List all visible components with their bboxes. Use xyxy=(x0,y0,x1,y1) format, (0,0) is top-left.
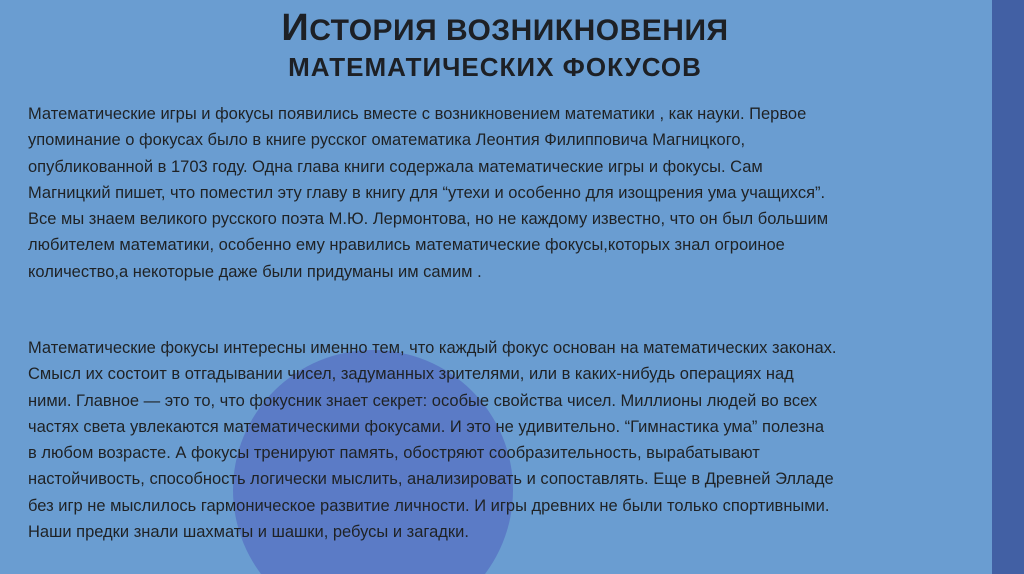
title-line-2: МАТЕМАТИЧЕСКИХ ФОКУСОВ xyxy=(288,51,702,82)
decorative-side-bar xyxy=(992,0,1024,574)
title-line-1 xyxy=(0,6,990,52)
paragraph-math-tricks: Математические фокусы интересны именно тем, что каждый фокус основан на математических законах. Смысл их состоит в отгадывании чисел, задуманных зрителями, или в каких-нибудь операциях над ними. Главное — это то, что фокусник знает секрет: особые свойства чисел. Миллионы людей во всех частях света увлекаются математическими фокусами. И это не удивительно. “Гимнастика ума” полезна в любом возрасте. А фокусы тренируют память, обостряют сообразительность, вырабатывают настойчивость, способность логически мыслить, анализировать и сопоставлять. Еще в Древней Элладе без игр не мыслилось гармоническое развитие личности. И игры древних не были только спортивными. Наши предки знали шахматы и шашки, ребусы и загадки. xyxy=(28,339,837,542)
paragraph-history: Математические игры и фокусы появились вместе с возникновением математики , как науки. Первое упоминание о фокусах было в книге русског оматематика Леонтия Филипповича Магницкого, опубликованной в 1703 году. Одна глава книги содержала математические игры и фокусы. Сам Магницкий пишет, что поместил эту главу в книгу для “утехи и особенно для изощрения ума учащихся”. Все мы знаем великого русского поэта М.Ю. Лермонтова, но не каждому известно, что он был большим любителем математики, особенно ему нравились математические фокусы,которых знал огроиное количество,а некоторые даже были придуманы им самим . xyxy=(28,105,829,281)
title-line-1-text: СТОРИЯ ВОЗНИКНОВЕНИЯ xyxy=(309,14,729,47)
slide-title xyxy=(0,6,990,83)
title-capital-letter: И xyxy=(281,7,310,49)
